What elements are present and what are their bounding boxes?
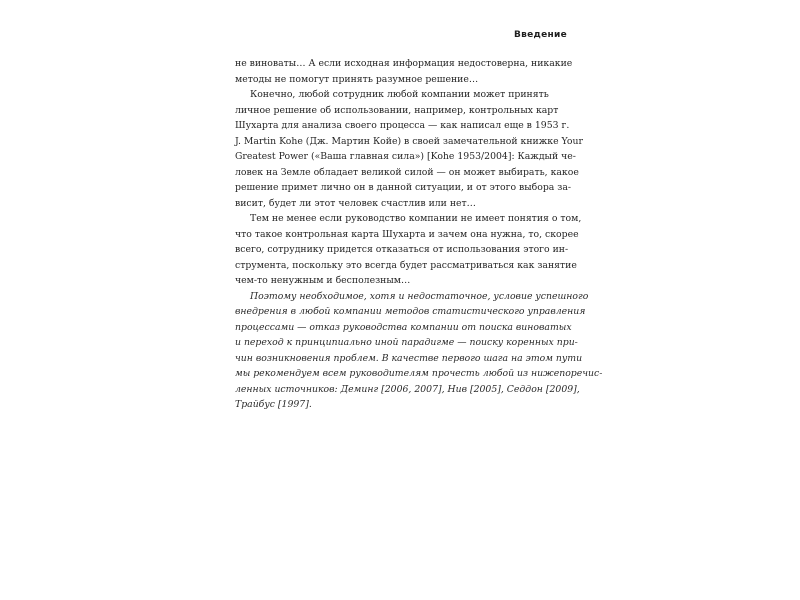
text-line: решение примет лично он в данной ситуации, и от этого выбора за- xyxy=(235,182,572,193)
text-line: методы не помогут принять разумное решение… xyxy=(235,73,479,85)
text-line: чин возникновения проблем. В качестве первого шага на этом пути xyxy=(235,352,583,364)
text-line: Шухарта для анализа своего процесса — как написал еще в 1953 г. xyxy=(235,120,570,131)
paragraph-3 xyxy=(235,211,582,289)
text-line: не виноваты… А если исходная информация недостоверна, никакие xyxy=(235,58,573,69)
running-head: Введение xyxy=(513,30,567,40)
text-line: и переход к принципиально иной парадигме — поиску коренных при- xyxy=(235,337,578,348)
paragraph-2 xyxy=(235,87,583,211)
paragraph-4-italic xyxy=(235,289,603,413)
body-text xyxy=(235,56,603,413)
text-line: личное решение об использовании, например, контрольных карт xyxy=(235,104,559,116)
text-line: ловек на Земле обладает великой силой — он может выбирать, какое xyxy=(235,166,579,178)
paragraph-1 xyxy=(235,56,573,87)
text-line: Трайбус [1997]. xyxy=(235,399,312,410)
text-line: Тем не менее если руководство компании не имеет понятия о том, xyxy=(250,213,582,224)
text-line: Конечно, любой сотрудник любой компании может принять xyxy=(250,89,549,100)
text-line: всего, сотруднику придется отказаться от использования этого ин- xyxy=(235,244,569,255)
text-line: что такое контрольная карта Шухарта и зачем она нужна, то, скорее xyxy=(235,228,579,240)
text-line: процессами — отказ руководства компании от поиска виноватых xyxy=(235,321,572,333)
text-line: Поэтому необходимое, хотя и недостаточное, условие успешного xyxy=(250,290,589,302)
text-line: ленных источников: Деминг [2006, 2007], Нив [2005], Седдон [2009], xyxy=(235,383,580,395)
text-line: Greatest Power («Ваша главная сила») [Kohe 1953/2004]: Каждый че- xyxy=(235,151,576,162)
text-line: висит, будет ли этот человек счастлив или нет… xyxy=(235,197,476,209)
text-line: мы рекомендуем всем руководителям прочесть любой из нижепоречис- xyxy=(235,368,603,379)
text-line: струмента, поскольку это всегда будет рассматриваться как занятие xyxy=(235,259,577,271)
text-line: внедрения в любой компании методов статистического управления xyxy=(235,306,586,317)
text-line: чем-то ненужным и бесполезным… xyxy=(235,275,411,286)
text-line: J. Martin Kohe (Дж. Мартин Койе) в своей замечательной книжке Your xyxy=(235,135,583,147)
